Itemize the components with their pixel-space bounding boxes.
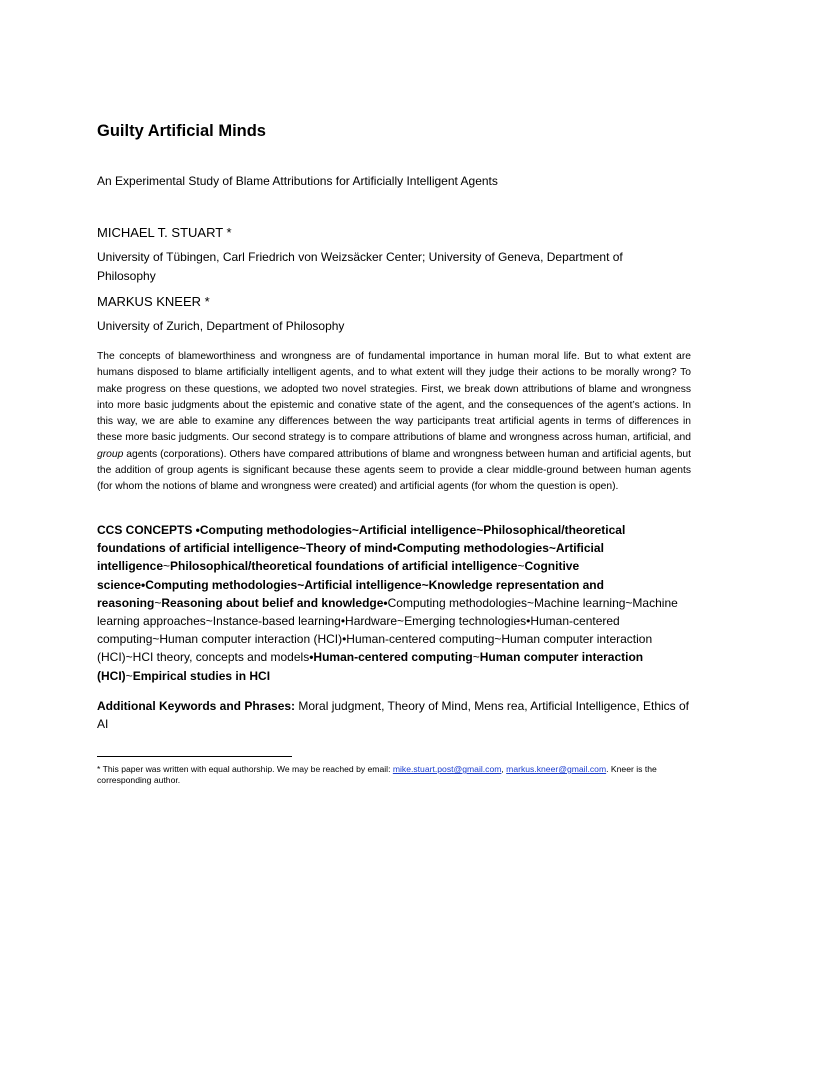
author-affiliation-2: University of Zurich, Department of Philosophy xyxy=(97,319,345,333)
ccs-segment: •Human-centered computing xyxy=(309,650,473,665)
ccs-segment: CCS CONCEPTS •Computing methodologies~Artificial intelligence~Philosophical/theoretical foundations of artificial intelligence~Theory of mind•Computing methodologies~Artificial intelligence xyxy=(97,523,626,574)
author-affiliation-1: University of Tübingen, Carl Friedrich von Weizsäcker Center; University of Geneva, Department of Philosophy xyxy=(97,250,623,283)
paper-subtitle: An Experimental Study of Blame Attributions for Artificially Intelligent Agents xyxy=(97,174,498,188)
ccs-segment: ~ xyxy=(163,559,171,574)
additional-keywords xyxy=(97,697,693,734)
ccs-segment: ~ xyxy=(125,668,133,683)
email-link-kneer[interactable]: markus.kneer@gmail.com xyxy=(506,764,607,774)
keywords-text: Moral judgment, Theory of Mind, Mens rea, Artificial Intelligence, Ethics of AI xyxy=(97,699,690,732)
footnote-text: * This paper was written with equal authorship. We may be reached by email: xyxy=(97,764,393,774)
ccs-concepts xyxy=(97,521,693,685)
ccs-segment: Empirical studies in HCI xyxy=(132,668,271,683)
author-name-1: MICHAEL T. STUART * xyxy=(97,225,232,240)
paper-title: Guilty Artificial Minds xyxy=(97,122,266,140)
ccs-segment: Cognitive science•Computing methodologies~Artificial intelligence~Knowledge representation and reasoning xyxy=(97,559,604,610)
email-link-stuart[interactable]: mike.stuart.post@gmail.com xyxy=(392,764,502,774)
ccs-segment: Human computer interaction (HCI) xyxy=(97,650,644,683)
footnote-divider xyxy=(97,756,292,757)
abstract-text-2: agents (corporations). Others have compared attributions of blame and wrongness between human and artificial agents, but the addition of group agents is significant because these agents seem to provide a clear middle-ground between human agents (for whom the notions of blame and wrongness were created) and artificial agents (for whom the question is open). xyxy=(97,448,691,493)
ccs-segment: ~ xyxy=(517,559,525,574)
abstract xyxy=(97,349,691,496)
ccs-segment: Computing methodologies~Machine learning~Machine learning approaches~Instance-based learning•Hardware~Emerging technologies•Human-centered computing~Human computer interaction (HCI)•Human-centered computing~Human computer interaction (HCI)~HCI theory, concepts and models xyxy=(97,595,678,665)
abstract-emphasis: group xyxy=(97,448,124,460)
ccs-segment: ~ xyxy=(154,595,162,610)
keywords-label: Additional Keywords and Phrases: xyxy=(97,699,296,713)
ccs-segment: Philosophical/theoretical foundations of artificial intelligence xyxy=(170,559,518,574)
ccs-segment: Reasoning about belief and knowledge• xyxy=(161,595,388,610)
footnote-text-end: . Kneer is the corresponding author. xyxy=(97,764,657,785)
footnote-separator: , xyxy=(501,764,507,774)
author-name-2: MARKUS KNEER * xyxy=(97,294,210,309)
abstract-text-1: The concepts of blameworthiness and wrongness are of fundamental importance in human moral life. But to what extent are humans disposed to blame artificially intelligent agents, and to what extent will they judge their actions to be morally wrong? To make progress on these questions, we adopted two novel strategies. First, we break down attributions of blame and wrongness into more basic judgments about the epistemic and conative state of the agent, and the consequences of the agent’s actions. In this way, we are able to examine any differences between the way participants treat artificial agents in terms of differences in these more basic judgments. Our second strategy is to compare attributions of blame and wrongness across human, artificial, and xyxy=(97,351,691,444)
footnote xyxy=(97,764,697,786)
ccs-segment: ~ xyxy=(472,650,480,665)
